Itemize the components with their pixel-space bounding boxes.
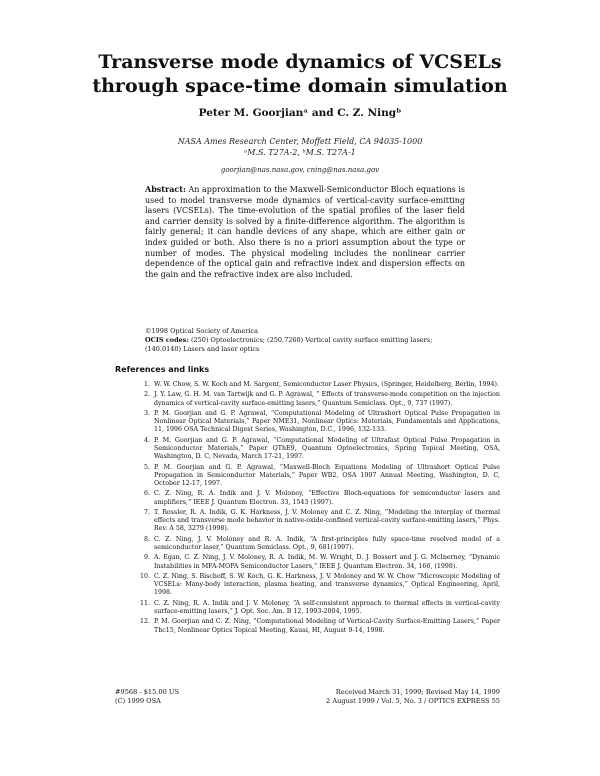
reference-number: 2. xyxy=(143,391,150,399)
reference-item xyxy=(140,573,500,598)
reference-text: W. W. Chow, S. W. Koch and M. Sargent, Semiconductor Laser Physics, (Springer, Heidelberg, Berlin, 1994). xyxy=(154,381,499,388)
reference-number: 9. xyxy=(143,554,150,562)
affiliation-line-2: ᵃM.S. T27A-2, ᵇM.S. T27A-1 xyxy=(244,148,356,157)
reference-item xyxy=(140,509,500,534)
reference-text: P. M. Goorjian and G. P. Agrawal, “Maxwell-Bloch Equations Modeling of Ultrashort Optical Pulse Propagation in Semiconductor Materials,” Paper WB2, OSA 1997 Annual Meeting, Washington, D. C, October 12-17, 1997. xyxy=(154,463,500,487)
reference-item xyxy=(140,600,500,616)
reference-text: C. Z. Ning, R. A. Indik and J. V. Moloney, “Effective Bloch-equations for semiconductor lasers and amplifiers,” IEEE J. Quantum Electron. 33, 1543 (1997). xyxy=(154,490,500,506)
reference-item xyxy=(140,618,500,634)
reference-number: 5. xyxy=(143,463,150,471)
reference-item xyxy=(140,381,500,389)
author-emails: goorjian@nas.nasa.gov, cning@nas.nasa.gov xyxy=(220,166,380,174)
ocis-text: (250) Optoelectronics; (250.7260) Vertical cavity surface emitting lasers; (140.0140) Lasers and laser optics xyxy=(145,336,433,353)
reference-number: 6. xyxy=(143,490,150,498)
reference-text: P. M. Goorjian and G. P. Agrawal, “Computational Modeling of Ultrashort Optical Pulse Propagation in Nonlinear Optical Materials,” Paper NME31, Nonlinear Optics: Materials, Fundamentals and Applications, 11, 1996 OSA Technical Digest Series, Washington, D.C., 1996, 132-133. xyxy=(154,409,500,434)
ocis-label: OCIS codes: xyxy=(145,336,189,344)
reference-item xyxy=(140,410,500,435)
paper-title xyxy=(60,50,540,98)
abstract-text: An approximation to the Maxwell-Semiconductor Bloch equations is used to model transverse mode dynamics of vertical-cavity surface-emitting lasers (VCSELs). The time-evolution of the spatial profiles of the laser field and carrier density is solved by a finite-difference algorithm. The algorithm is fairly general; it can handle devices of any shape, which are either gain or index guided or both. Also there is no a priori assumption about the type or number of modes. The physical modeling includes the nonlinear carrier dependence of the optical gain and refractive index and dispersion effects on the gain and the refractive index are also included. xyxy=(145,185,465,279)
reference-number: 1. xyxy=(143,381,150,388)
title-line-2: through space-time domain simulation xyxy=(92,75,508,97)
reference-text: T. Rossler, R. A. Indik, G. K. Harkness, J. V. Moloney and C. Z. Ning, “Modeling the interplay of thermal effects and transverse mode behavior in native-oxide-confined vertical-cavity surface-emitting lasers,” Phys. Rev. A 58, 3279 (1998). xyxy=(154,508,500,533)
footer-received: Received March 31, 1999; Revised May 14, 1999 xyxy=(335,688,500,696)
reference-text: C. Z. Ning, R. A. Indik and J. V. Moloney, “A self-consistent approach to thermal effects in vertical-cavity surface-emitting lasers,” J. Opt. Soc. Am. B 12, 1993-2004, 1995. xyxy=(154,599,500,615)
reference-text: C. Z. Ning, S. Bischoff, S. W. Koch, G. K. Harkness, J. V. Moloney and W. W. Chow “Microscopic Modeling of VCSELs: Many-body interaction, plasma heating, and transverse dynamics,” Optical Engineering, April, 1998. xyxy=(154,572,500,597)
abstract-label: Abstract: xyxy=(145,184,186,194)
footer-price: #9568 - $15.00 US xyxy=(115,688,179,696)
reference-number: 8. xyxy=(143,535,150,543)
reference-text: J. Y. Law, G. H. M. van Tartwijk and G. P. Agrawal, “ Effects of transverse-mode competition on the injection dynamics of vertical-cavity surface-emitting lasers,” Quantum Semiclass. Opt., 9, 737 (1997). xyxy=(154,391,500,407)
reference-number: 11. xyxy=(139,599,150,607)
title-line-1: Transverse mode dynamics of VCSELs xyxy=(98,51,502,73)
reference-list xyxy=(140,381,500,637)
footer-copyright: (C) 1999 OSA xyxy=(115,697,161,705)
reference-number: 12. xyxy=(139,618,150,626)
ocis-codes xyxy=(145,336,465,354)
reference-text: P. M. Goorjian and G. P. Agrawal, “Computational Modeling of Ultrafast Optical Pulse Propagation in Semiconductor Materials,” Paper QThE9, Quantum Optoelectronics, Spring Topical Meeting, OSA, Washington, D. C, Nevada, March 17-21, 1997. xyxy=(154,436,500,461)
reference-item xyxy=(140,464,500,489)
reference-number: 10. xyxy=(139,572,150,580)
reference-text: A. Egan, C. Z. Ning, J. V. Moloney, R. A. Indik, M. W. Wright, D. J. Bossert and J. G. McInerney, “Dynamic Instabilities in MFA-MOPA Semiconductor Lasers,” IEEE J. Quantum Electron. 34, 166, (1998). xyxy=(154,554,500,570)
reference-item xyxy=(140,391,500,407)
reference-item xyxy=(140,536,500,552)
reference-number: 7. xyxy=(143,508,150,516)
reference-item xyxy=(140,437,500,462)
references-heading: References and links xyxy=(115,365,210,374)
affiliation xyxy=(60,136,540,158)
reference-number: 4. xyxy=(143,436,150,444)
abstract xyxy=(145,184,465,280)
footer-journal-info: 2 August 1999 / Vol. 5, No. 3 / OPTICS EXPRESS 55 xyxy=(326,697,500,705)
authors: Peter M. Goorjianᵃ and C. Z. Ningᵇ xyxy=(198,107,402,119)
affiliation-line-1: NASA Ames Research Center, Moffett Field, CA 94035-1000 xyxy=(177,137,423,146)
reference-item xyxy=(140,554,500,570)
reference-text: C. Z. Ning, J. V. Moloney and R. A. Indik, “A first-principles fully space-time resolved model of a semiconductor laser,” Quantum Semiclass. Opt., 9, 681(1997). xyxy=(154,535,500,551)
reference-number: 3. xyxy=(143,409,150,417)
copyright-notice: ©1998 Optical Society of America xyxy=(145,327,259,335)
reference-item xyxy=(140,490,500,506)
reference-text: P. M. Goorjian and C. Z. Ning, “Computational Modeling of Vertical-Cavity Surface-Emitting Lasers,” Paper Thc15, Nonlinear Optics Topical Meeting, Kauai, HI, August 9-14, 1998. xyxy=(154,618,500,634)
